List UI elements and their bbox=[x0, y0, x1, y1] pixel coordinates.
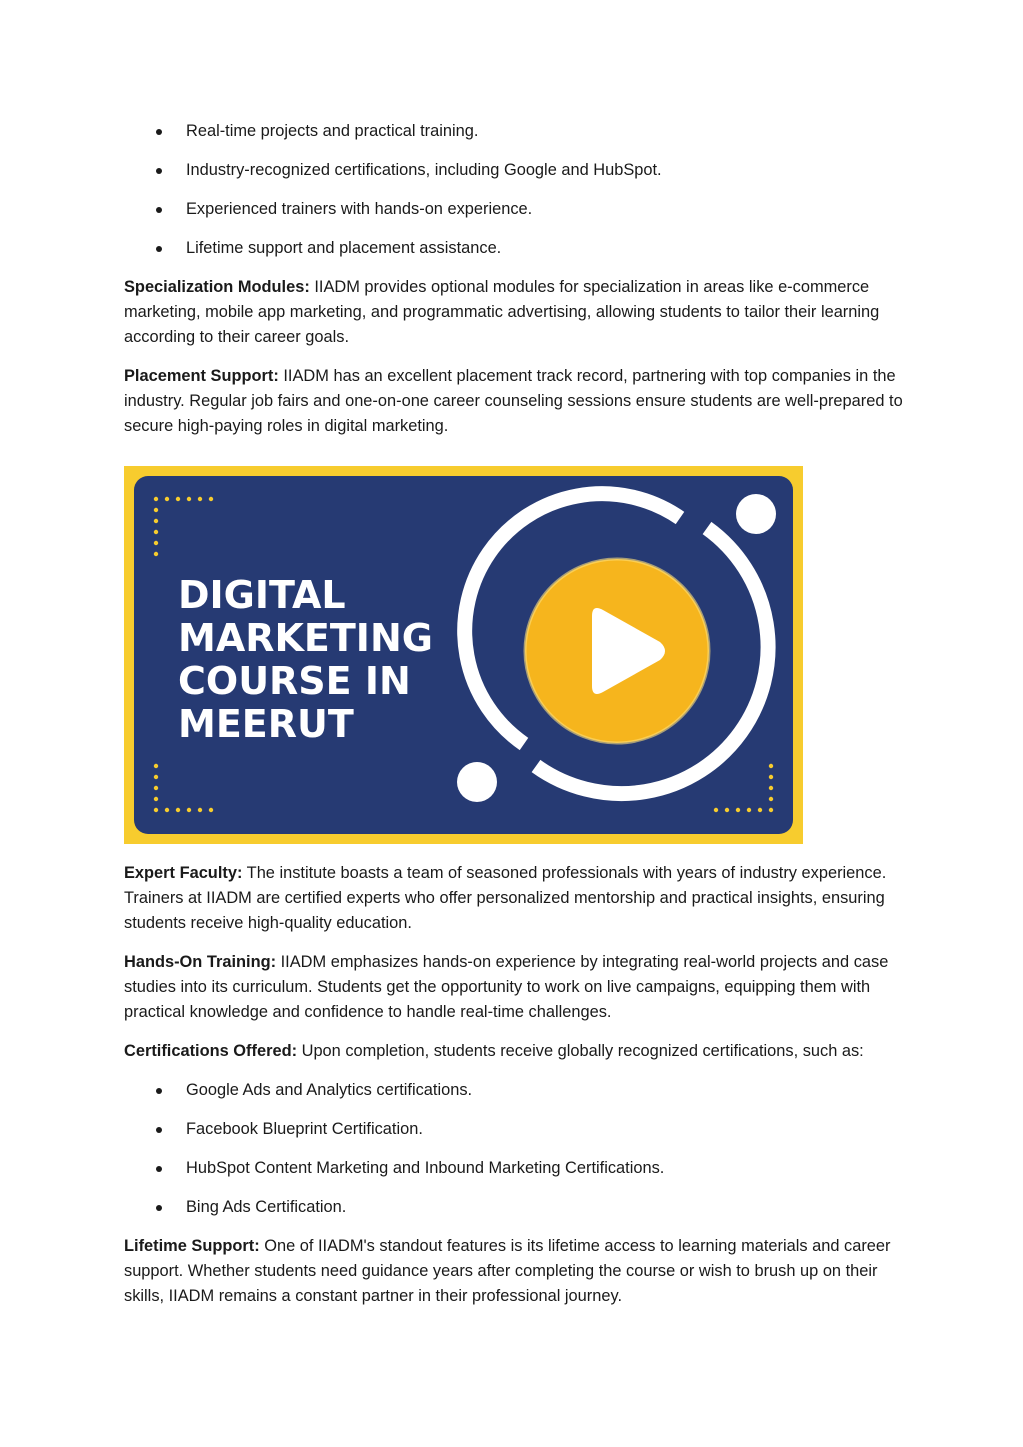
handson-paragraph: Hands-On Training: IIADM emphasizes hands-on experience by integrating real-world projects and case studies into its curriculum. Students get the opportunity to work on live campaigns, equipping them with practical knowledge and confidence to handle real-time challenges. bbox=[124, 953, 889, 1021]
handson-heading: Hands-On Training: bbox=[124, 953, 277, 971]
banner-title-line-3: COURSE IN bbox=[178, 659, 411, 703]
bullet-icon bbox=[156, 1127, 162, 1133]
list-item: Facebook Blueprint Certification. bbox=[124, 1117, 914, 1142]
bullet-icon bbox=[156, 1205, 162, 1211]
specialization-heading: Specialization Modules: bbox=[124, 278, 310, 296]
bullet-icon bbox=[156, 207, 162, 213]
feature-list bbox=[124, 119, 914, 261]
certifications-list bbox=[124, 1078, 914, 1220]
faculty-heading: Expert Faculty: bbox=[124, 864, 243, 882]
bullet-icon bbox=[156, 1088, 162, 1094]
lifetime-paragraph: Lifetime Support: One of IIADM's standout features is its lifetime access to learning materials and career support. Whether students need guidance years after completing the course or wish to brush up on their skills, IIADM remains a constant partner in their professional journey. bbox=[124, 1237, 891, 1305]
placement-paragraph: Placement Support: IIADM has an excellent placement track record, partnering with top companies in the industry. Regular job fairs and one-on-one career counseling sessions ensure students are well-prepared to secure high-paying roles in digital marketing. bbox=[124, 367, 903, 435]
document-page bbox=[124, 119, 914, 1323]
list-item: Industry-recognized certifications, including Google and HubSpot. bbox=[124, 158, 914, 183]
placement-heading: Placement Support: bbox=[124, 367, 279, 385]
dot-decoration bbox=[736, 494, 776, 534]
list-item: Lifetime support and placement assistance. bbox=[124, 236, 914, 261]
banner-title-line-1: DIGITAL bbox=[178, 573, 346, 617]
course-banner-image bbox=[124, 466, 803, 844]
bullet-icon bbox=[156, 246, 162, 252]
specialization-paragraph: Specialization Modules: IIADM provides optional modules for specialization in areas like e-commerce marketing, mobile app marketing, and programmatic advertising, allowing students to tailor their learning according to their career goals. bbox=[124, 278, 880, 346]
dot-decoration bbox=[457, 762, 497, 802]
list-item: Bing Ads Certification. bbox=[124, 1195, 914, 1220]
play-icon bbox=[525, 559, 709, 743]
certifications-paragraph: Certifications Offered: Upon completion, students receive globally recognized certifications, such as: bbox=[124, 1042, 864, 1060]
lifetime-heading: Lifetime Support: bbox=[124, 1237, 260, 1255]
bullet-icon bbox=[156, 1166, 162, 1172]
certifications-heading: Certifications Offered: bbox=[124, 1042, 298, 1060]
banner-title-line-4: MEERUT bbox=[178, 702, 354, 746]
banner-title-line-2: MARKETING bbox=[178, 616, 433, 660]
list-item: HubSpot Content Marketing and Inbound Marketing Certifications. bbox=[124, 1156, 914, 1181]
bullet-icon bbox=[156, 129, 162, 135]
faculty-paragraph: Expert Faculty: The institute boasts a team of seasoned professionals with years of industry experience. Trainers at IIADM are certified experts who offer personalized mentorship and practical insights, ensuring students receive high-quality education. bbox=[124, 864, 887, 932]
list-item: Real-time projects and practical training. bbox=[124, 119, 914, 144]
list-item: Google Ads and Analytics certifications. bbox=[124, 1078, 914, 1103]
list-item: Experienced trainers with hands-on experience. bbox=[124, 197, 914, 222]
bullet-icon bbox=[156, 168, 162, 174]
